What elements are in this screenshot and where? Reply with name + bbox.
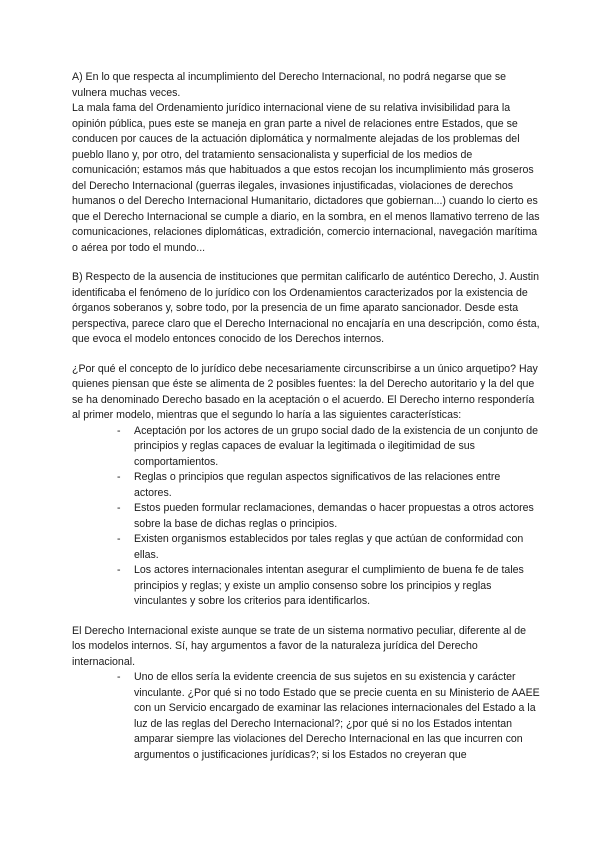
list-item: - Los actores internacionales intentan asegurar el cumplimiento de buena fe de tales principios y reglas; y existe un amplio consenso sobre los principios y reglas vinculantes y sobre los criterios para identificarlos. xyxy=(117,563,540,610)
list-item: - Aceptación por los actores de un grupo social dado de la existencia de un conjunto de principios y reglas capaces de evaluar la legitimada o ilegitimidad de sus comportamientos. xyxy=(117,424,540,471)
section-a-body: La mala fama del Ordenamiento jurídico internacional viene de su relativa invisibilidad para la opinión pública, pues este se maneja en gran parte a nivel de relaciones entre Estados, que se conducen por cauces de la actuación diplomática y normalmente alejadas de los problemas del pueblo llano y, por otro, del tratamiento sensacionalista y superficial de los medios de comunicación; estamos más que habituados a que estos recojan los incumplimiento más groseros del Derecho Internacional (guerras ilegales, invasiones injustificadas, violaciones de derechos humanos o del Derecho Internacional Humanitario, dictadores que gobiernan...) cuando lo cierto es que el Derecho Internacional se cumple a diario, en la sombra, en el menos llamativo terreno de las comunicaciones, relaciones diplomáticas, extradición, comercio internacional, navegación marítima o aérea por todo el mundo... xyxy=(72,102,540,254)
list-item: - Reglas o principios que regulan aspectos significativos de las relaciones entre actores. xyxy=(117,470,540,501)
list-item: - Uno de ellos sería la evidente creencia de sus sujetos en su existencia y carácter vinculante. ¿Por qué si no todo Estado que se precie cuenta en su Ministerio de AAEE con un Servicio encargado de examinar las relaciones internacionales del Estado a la luz de las reglas del Derecho Internacional?; ¿por qué si no los Estados intentan amparar siempre las violaciones del Derecho Internacional en las que incurren con argumentos o justificaciones jurídicas?; si los Estados no creyeran que xyxy=(117,670,540,763)
section-a-heading: A) En lo que respecta al incumplimiento del Derecho Internacional, no podrá negarse que se vulnera muchas veces. xyxy=(72,71,507,99)
section-d-intro: El Derecho Internacional existe aunque se trate de un sistema normativo peculiar, diferente al de los modelos internos. Sí, hay argumentos a favor de la naturaleza jurídica del Derecho internacional. xyxy=(72,624,527,668)
list-item: - Existen organismos establecidos por tales reglas y que actúan de conformidad con ellas. xyxy=(117,532,540,563)
arguments-list xyxy=(72,670,540,763)
paragraph-gap xyxy=(72,348,540,362)
characteristics-list xyxy=(72,424,540,610)
paragraph-gap xyxy=(72,610,540,624)
section-c-intro: ¿Por qué el concepto de lo jurídico debe necesariamente circunscribirse a un único arquetipo? Hay quienes piensan que éste se alimenta de 2 posibles fuentes: la del Derecho autoritario y la del que se ha denominado Derecho basado en la aceptación o el acuerdo. El Derecho interno respondería al primer modelo, mientras que el segundo lo haría a las siguientes características: xyxy=(72,362,538,421)
paragraph-gap xyxy=(72,256,540,270)
section-b-body: B) Respecto de la ausencia de instituciones que permitan calificarlo de auténtico Derecho, J. Austin identificaba el fenómeno de lo jurídico con los Ordenamientos caracterizados por la existencia de órganos soberanos y, sobre todo, por la presencia de un fime aparato sancionador. Desde esta perspectiva, parece claro que el Derecho Internacional no encajaría en una descripción, como ésta, que evoca el modelo entonces conocido de los Derechos internos. xyxy=(72,271,540,345)
list-item: - Estos pueden formular reclamaciones, demandas o hacer propuestas a otros actores sobre la base de dichas reglas o principios. xyxy=(117,501,540,532)
